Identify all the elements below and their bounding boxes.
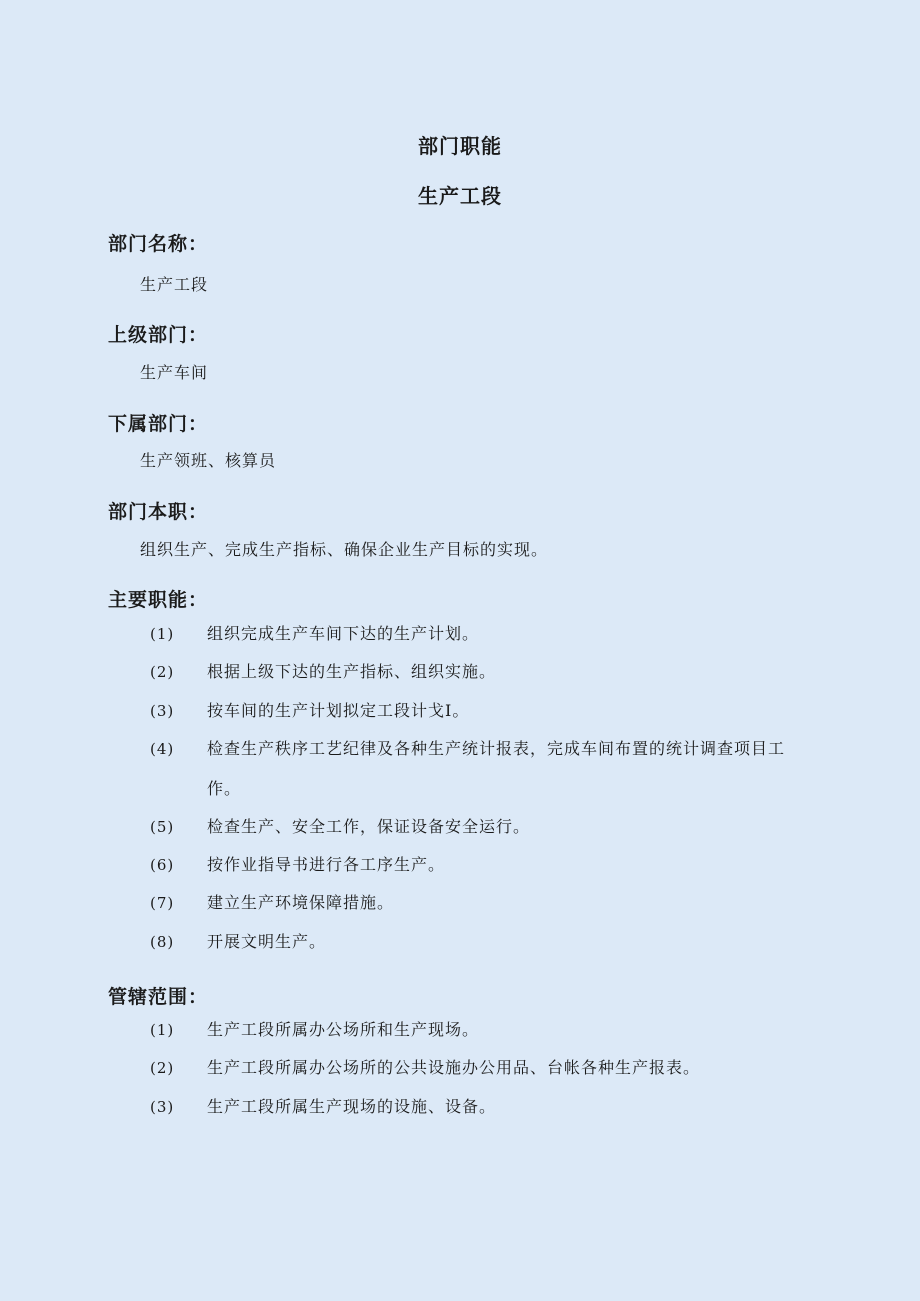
item-text: 开展文明生产。 — [207, 932, 327, 951]
item-number: (1) — [150, 625, 175, 643]
item-text: 根据上级下达的生产指标、组织实施。 — [207, 662, 497, 681]
item-text: 生产工段所属生产现场的设施、设备。 — [207, 1097, 497, 1116]
item-number: (2) — [150, 663, 175, 681]
item-number: (5) — [150, 818, 175, 836]
page-subtitle: 生产工段 — [418, 184, 502, 208]
item-text: 检查生产秩序工艺纪律及各种生产统计报表，完成车间布置的统计调查项目工作。 — [207, 739, 786, 798]
item-text: 检查生产、安全工作，保证设备安全运行。 — [207, 817, 531, 836]
item-number: (8) — [150, 933, 175, 951]
item-text: 按作业指导书进行各工序生产。 — [207, 855, 446, 874]
section-heading-superior: 上级部门： — [108, 324, 209, 346]
section-heading-scope: 管辖范围： — [108, 986, 209, 1008]
item-number: (4) — [150, 740, 175, 758]
page-title: 部门职能 — [418, 134, 502, 158]
item-text: 生产工段所属办公场所和生产现场。 — [207, 1020, 480, 1039]
section-content-superior: 生产车间 — [140, 363, 209, 382]
section-heading-functions: 主要职能： — [108, 589, 209, 611]
item-text: 组织完成生产车间下达的生产计划。 — [207, 624, 480, 643]
section-content-name: 生产工段 — [140, 275, 209, 294]
item-number: (3) — [150, 702, 175, 720]
item-text: 建立生产环境保障措施。 — [207, 893, 395, 912]
item-number: (7) — [150, 894, 175, 912]
section-heading-subordinate: 下属部门： — [108, 413, 209, 435]
item-text: 生产工段所属办公场所的公共设施办公用品、台帐各种生产报表。 — [207, 1058, 701, 1077]
item-text: 按车间的生产计划拟定工段计戈I。 — [207, 701, 470, 720]
item-number: (3) — [150, 1098, 175, 1116]
section-content-duty: 组织生产、完成生产指标、确保企业生产目标的实现。 — [140, 540, 549, 559]
item-number: (1) — [150, 1021, 175, 1039]
section-content-subordinate: 生产领班、核算员 — [140, 451, 277, 470]
item-number: (6) — [150, 856, 175, 874]
item-number: (2) — [150, 1059, 175, 1077]
section-heading-duty: 部门本职： — [108, 501, 209, 523]
section-heading-name: 部门名称： — [108, 233, 209, 255]
